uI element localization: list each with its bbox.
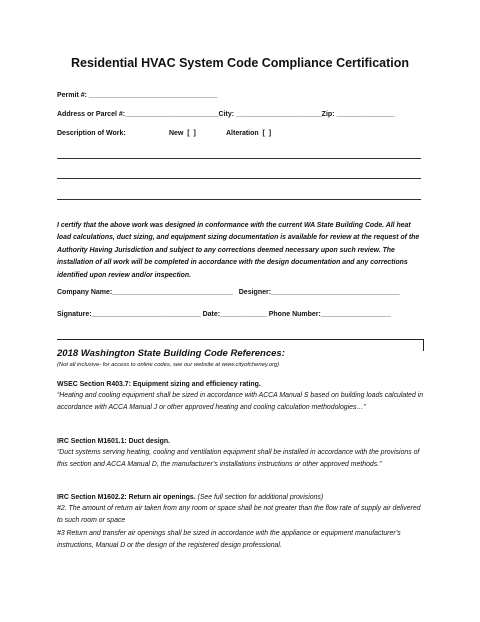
address-city-zip-fields[interactable]: Address or Parcel #:________________________City: ______________________Zip: _______________: [57, 111, 395, 118]
references-title: 2018 Washington State Building Code References:: [57, 348, 285, 359]
section-heading: WSEC Section R403.7: Equipment sizing and efficiency rating.: [57, 381, 261, 388]
divider-tick: [423, 339, 424, 351]
new-work-checkbox[interactable]: New [ ]: [169, 130, 196, 137]
section-body: “Heating and cooling equipment shall be sized in accordance with ACCA Manual S based on building loads calculated in accordance with ACCA Manual J or other approved heating and cooling calculation methodologies…”: [57, 392, 424, 412]
section-heading: [57, 492, 427, 503]
reference-section-irc-m1601-1: [57, 436, 427, 472]
description-line-1[interactable]: [57, 158, 421, 159]
description-line-2[interactable]: [57, 178, 421, 179]
section-heading-text: IRC Section M1602.2: Return air openings.: [57, 494, 196, 501]
alteration-checkbox[interactable]: Alteration [ ]: [226, 130, 272, 137]
section-divider: [57, 339, 423, 340]
signature-date-phone-fields[interactable]: Signature:____________________________ Date:____________ Phone Number:__________________: [57, 311, 391, 318]
reference-section-wsec-r403-7: [57, 379, 427, 415]
references-note: (Not all inclusive- for access to online codes, see our website at www.cityofcheney.org): [57, 362, 280, 368]
page-title: Residential HVAC System Code Compliance Certification: [70, 56, 410, 70]
section-body-continued: #3 Return and transfer air openings shall be sized in accordance with the appliance or equipment manufacturer’s instructions, Manual D or the design of the registered design professional.: [57, 529, 401, 549]
description-label: Description of Work:: [57, 130, 126, 137]
section-body: “Duct systems serving heating, cooling and ventilation equipment shall be installed in accordance with the provisions of this section and ACCA Manual D, the manufacturer’s installations instructions or other approved methods.”: [57, 449, 420, 469]
certification-statement: I certify that the above work was designed in conformance with the current WA State Building Code. All heat load calculations, duct sizing, and equipment sizing documentation is available for review at the request of the Authority Having Jurisdiction and subject to any corrections deemed necessary upon such review. The installation of all work will be completed in accordance with the design documentation and any corrections identified upon review and/or inspection.: [57, 222, 420, 279]
reference-section-irc-m1602-2: [57, 492, 427, 552]
description-line-3[interactable]: [57, 199, 421, 200]
permit-field[interactable]: Permit #: _________________________________: [57, 92, 218, 99]
company-designer-fields[interactable]: Company Name:_______________________________ Designer:_________________________________: [57, 289, 400, 296]
section-heading-note: (See full section for additional provisions): [197, 494, 324, 501]
section-body: #2. The amount of return air taken from any room or space shall be not greater than the flow rate of supply air delivered to such room or space: [57, 505, 421, 525]
section-heading: IRC Section M1601.1: Duct design.: [57, 438, 170, 445]
